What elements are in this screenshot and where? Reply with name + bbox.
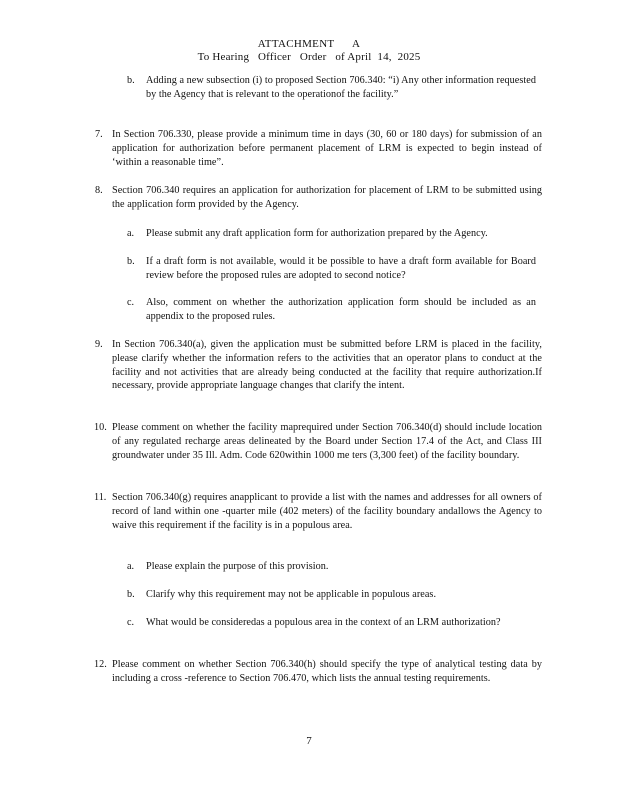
item-label: 10. xyxy=(94,422,107,433)
item-label: 9. xyxy=(95,339,103,350)
item-text: What would be consideredas a populous area in the context of an LRM authorization? xyxy=(146,617,501,628)
item-label: b. xyxy=(127,256,135,267)
item-text: Please comment on whether the facility maprequired under Section 706.340(d) should include location of any regulated recharge areas delineated by the Board under Section 17.4 of the Act, and Class III groundwater under 35 Ill. Adm. Code 620within 1000 me ters (3,300 feet) of the facility boundary. xyxy=(112,422,542,461)
item-label: a. xyxy=(127,561,135,572)
item-text: Please comment on whether Section 706.340(h) should specify the type of analytical testing data by including a cross -reference to Section 706.470, which lists the annual testing requirements. xyxy=(112,659,542,684)
item-label: a. xyxy=(127,228,135,239)
item-label: b. xyxy=(127,589,135,600)
attachment-title: ATTACHMENT A xyxy=(257,38,361,50)
item-text: Also, comment on whether the authorization application form should be included as an appendix to the proposed rules. xyxy=(146,297,536,322)
item-label: 8. xyxy=(95,185,103,196)
attachment-subtitle: To Hearing Officer Order of April 14, 2025 xyxy=(197,51,421,63)
item-text: Section 706.340 requires an application for authorization for placement of LRM to be submitted using the application form provided by the Agency. xyxy=(112,185,542,210)
item-label: c. xyxy=(127,617,135,628)
item-text: Please explain the purpose of this provision. xyxy=(146,561,329,572)
item-label: 7. xyxy=(95,129,103,140)
item-label: c. xyxy=(127,297,135,308)
page-number: 7 xyxy=(306,735,312,747)
item-text: Clarify why this requirement may not be applicable in populous areas. xyxy=(146,589,437,600)
item-label: 11. xyxy=(94,492,107,503)
item-label: 12. xyxy=(94,659,107,670)
item-text: If a draft form is not available, would it be possible to have a draft form available for Board review before the proposed rules are adopted to second notice? xyxy=(146,256,536,281)
item-text: In Section 706.340(a), given the application must be submitted before LRM is placed in the facility, please clarify whether the information refers to the activities that an operator plans to conduct at the facility and not activities that are already being conducted at the facility that require authorization.If necessary, provide appropriate language changes that clarify the intent. xyxy=(112,339,542,392)
item-label: b. xyxy=(127,75,135,86)
item-text: Please submit any draft application form for authorization prepared by the Agency. xyxy=(146,228,488,239)
item-text: Adding a new subsection (i) to proposed Section 706.340: “i) Any other information requested by the Agency that is relevant to the operationof the facility.” xyxy=(146,75,536,100)
item-text: Section 706.340(g) requires anapplicant to provide a list with the names and addresses for all owners of record of land within one -quarter mile (402 meters) of the facility boundary andallows the Agency to waive this requirement if the facility is in a populous area. xyxy=(112,492,542,531)
item-text: In Section 706.330, please provide a minimum time in days (30, 60 or 180 days) for submission of an application for authorization before permanent placement of LRM is expected to begin instead of ‘within a reasonable time”. xyxy=(112,129,542,168)
